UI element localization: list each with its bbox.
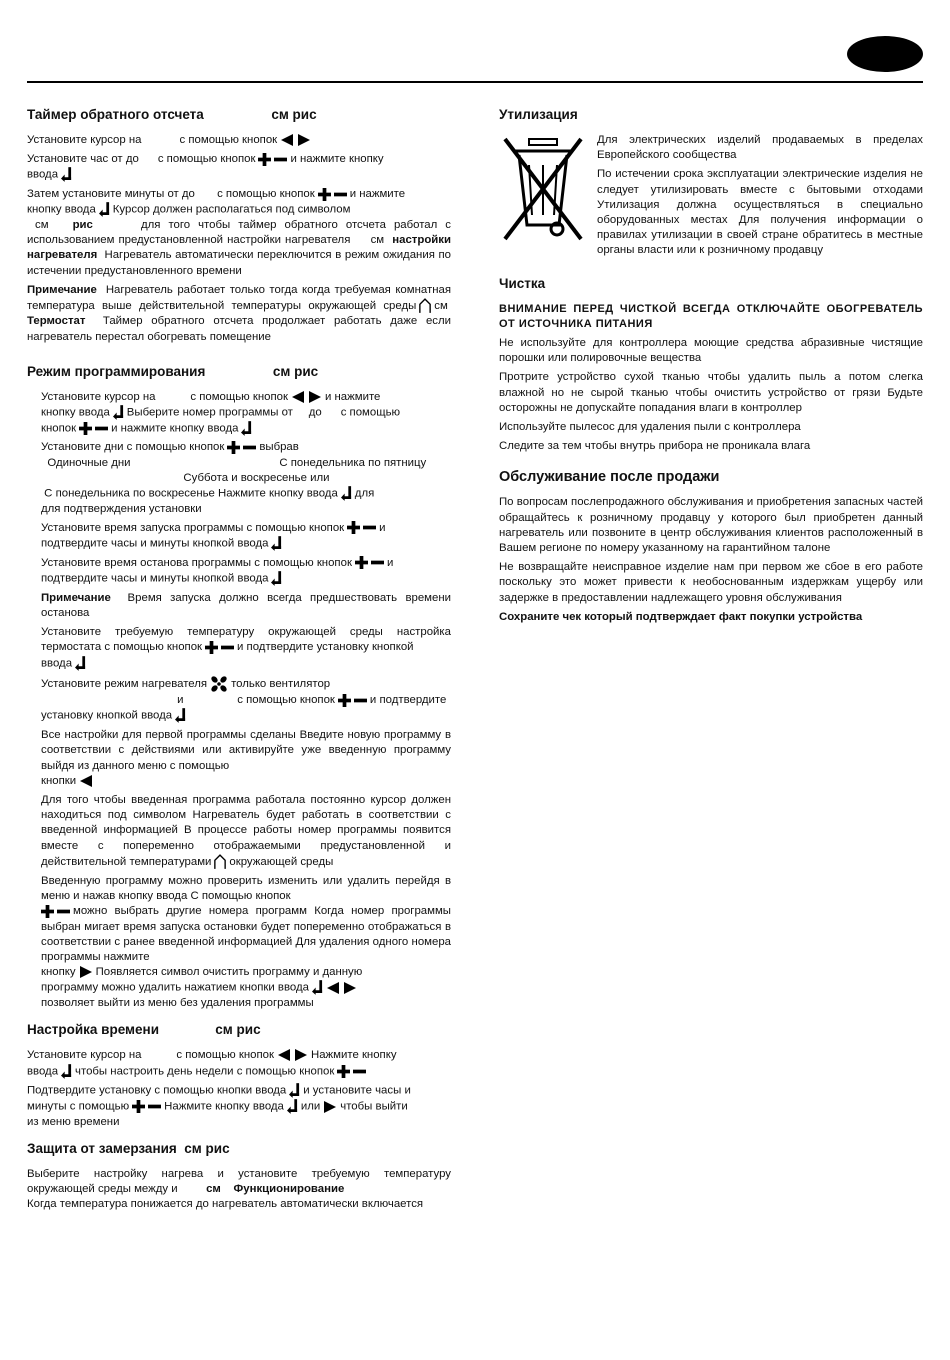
arrow-left-icon: [277, 1048, 291, 1062]
prog-note: Примечание Время запуска должно всегда предшествовать времени останова: [41, 591, 451, 619]
house-icon: [419, 298, 431, 314]
frost-heading: Защита от замерзания см рис: [27, 1140, 230, 1156]
plus-icon: [41, 905, 54, 918]
timer-p2: Установите час от до с помощью кнопок и нажмите кнопку ввода: [27, 153, 384, 181]
time-p2: Подтвердите установку с помощью кнопки ввода и установите часы и минуты с помощью Нажмите кнопку ввода или чтобы выйти из меню времени: [27, 1084, 411, 1128]
header-rule: [27, 81, 923, 83]
service-p1: По вопросам послепродажного обслуживания и приобретения запасных частей обращайтесь к розничному продавцу у которого был приобретен данный нагреватель или позвоните в центр обслуживания клиентов расположенный в Вашем регионе по номеру указанному на гарантийном талоне: [499, 496, 923, 555]
enter-icon: [271, 571, 282, 586]
crossed-bin-icon: [499, 133, 587, 245]
plus-icon: [338, 694, 351, 707]
enter-icon: [289, 1083, 300, 1098]
prog-step8: Для того чтобы введенная программа работала постоянно курсор должен находиться под символом Нагреватель будет работать в соответствии с введенной информацией В процессе работы номер программы появится вместе с попеременно отображаемыми предустановленной и действительной температурами окружающей среды: [41, 794, 451, 868]
minus-icon: [354, 694, 367, 707]
enter-icon: [312, 980, 323, 995]
page-tab-oval: [847, 36, 923, 72]
plus-icon: [258, 153, 271, 166]
frost-p1: Выберите настройку нагрева и установите требуемую температуру окружающей среды между и см Функционирование Когда температура понижается до нагреватель автоматически включается: [27, 1167, 451, 1211]
plus-icon: [205, 641, 218, 654]
arrow-right-icon: [343, 981, 357, 995]
service-p3: Сохраните чек который подтверждает факт покупки устройства: [499, 610, 863, 623]
minus-icon: [371, 556, 384, 569]
enter-icon: [271, 536, 282, 551]
plus-icon: [318, 188, 331, 201]
prog-step3: Установите время запуска программы с помощью кнопок и подтвердите часы и минуты кнопкой ввода: [41, 521, 386, 550]
enter-icon: [61, 167, 72, 182]
minus-icon: [363, 521, 376, 534]
cleaning-p2: Протрите устройство сухой тканью чтобы удалить пыль а потом слегка влажной но не сырой тканью чтобы очистить устройство от грязи Будьте осторожны не допускайте попадания влаги в контроллер: [499, 371, 923, 414]
fan-icon: [210, 675, 228, 693]
plus-icon: [337, 1065, 350, 1078]
cleaning-p1: Не используйте для контроллера моющие средства абразивные чистящие порошки или полировочные вещества: [499, 337, 923, 365]
minus-icon: [274, 153, 287, 166]
minus-icon: [95, 422, 108, 435]
arrow-right-icon: [294, 1048, 308, 1062]
timer-note: Примечание Нагреватель работает только тогда когда требуемая комнатная температура выше действительной температуры окружающей среды см Термостат Таймер обратного отсчета продолжает работать даже если нагреватель перестал обогревать помещение: [27, 283, 451, 343]
enter-icon: [287, 1099, 298, 1114]
plus-icon: [132, 1100, 145, 1113]
arrow-right-icon: [308, 390, 322, 404]
arrow-left-icon: [326, 981, 340, 995]
time-heading: Настройка времени см рис: [27, 1022, 261, 1038]
cleaning-p3: Используйте пылесос для удаления пыли с контроллера: [499, 421, 801, 434]
timer-p3: Затем установите минуты от до с помощью кнопок и нажмите кнопку ввода Курсор должен располагаться под символом см рис для того чтобы таймер обратного отсчета работал с использованием предустановленной настройки нагревателя см настройки нагревателя Нагреватель автоматически переключится в режим ожидания по истечении предустановленного времени: [27, 188, 451, 277]
right-column: [499, 106, 923, 629]
time-p1: Установите курсор на с помощью кнопок Нажмите кнопку ввода чтобы настроить день недели с помощью кнопок: [27, 1049, 397, 1078]
prog-step9: Введенную программу можно проверить изменить или удалить перейдя в меню и нажав кнопку ввода С помощью кнопок можно выбрать другие номера программ Когда номер программы выбран мигает время запуска остановки будет попеременно отображаться в соответствии с ранее введенной информацией Для удаления одного номера программы нажмите кнопку Появляется символ очистить программу и данную программу можно удалить нажатием кнопки ввода позволяет выйти из меню без удаления программы: [41, 875, 451, 1010]
minus-icon: [334, 188, 347, 201]
service-heading: Обслуживание после продажи: [499, 469, 720, 486]
enter-icon: [175, 708, 186, 723]
cleaning-p4: Следите за тем чтобы внутрь прибора не проникала влага: [499, 440, 811, 453]
plus-icon: [227, 441, 240, 454]
enter-icon: [99, 202, 110, 217]
prog-step2: Установите дни с помощью кнопок выбрав Одиночные дни С понедельника по пятницу Суббота и воскресенье или С понедельника по воскресенье Нажмите кнопку ввода для для подтверждения установки: [41, 441, 427, 515]
arrow-left-icon: [280, 133, 294, 147]
arrow-right-icon: [297, 133, 311, 147]
minus-icon: [221, 641, 234, 654]
enter-icon: [113, 405, 124, 420]
disposal-heading: Утилизация: [499, 107, 578, 122]
minus-icon: [148, 1100, 161, 1113]
house-icon: [214, 854, 226, 870]
plus-icon: [355, 556, 368, 569]
timer-heading: Таймер обратного отсчета см рис: [27, 107, 317, 122]
enter-icon: [75, 656, 86, 671]
prog-step1: Установите курсор на с помощью кнопок и нажмите кнопку ввода Выберите номер программы от до с помощью кнопок и нажмите кнопку ввода: [41, 390, 401, 435]
minus-icon: [57, 905, 70, 918]
cleaning-warning: ВНИМАНИЕ ПЕРЕД ЧИСТКОЙ ВСЕГДА ОТКЛЮЧАЙТЕ ОБОГРЕВАТЕЛЬ ОТ ИСТОЧНИКА ПИТАНИЯ: [499, 302, 923, 330]
disposal-p1: Для электрических изделий продаваемых в пределах Европейского сообщества: [597, 134, 923, 162]
prog-step6: Установите режим нагревателя только вентилятор и с помощью кнопок и подтвердите установку кнопкой ввода: [41, 675, 451, 724]
cleaning-heading: Чистка: [499, 275, 546, 291]
arrow-left-icon: [79, 774, 93, 788]
prog-step4: Установите время останова программы с помощью кнопок и подтвердите часы и минуты кнопкой ввода: [41, 556, 394, 585]
enter-icon: [341, 486, 352, 501]
arrow-left-icon: [291, 390, 305, 404]
disposal-p2: По истечении срока эксплуатации электрические изделия не следует утилизировать вместе с бытовыми отходами Утилизация должна осуществляться в специально оборудованных местах Для получения информации о правилах утилизации в своей стране обратитесь в местные органы власти или к розничному продавцу: [597, 168, 923, 257]
enter-icon: [241, 421, 252, 436]
prog-heading: Режим программирования см рис: [27, 363, 319, 379]
minus-icon: [243, 441, 256, 454]
left-column: [27, 106, 451, 1217]
enter-icon: [61, 1064, 72, 1079]
plus-icon: [347, 521, 360, 534]
timer-p1: Установите курсор на с помощью кнопок: [27, 133, 451, 148]
arrow-right-icon: [79, 965, 93, 979]
arrow-right-icon: [323, 1100, 337, 1114]
service-p2: Не возвращайте неисправное изделие нам при первом же сбое в его работе поскольку это может привести к необоснованным издержкам ущербу или задержке в предоставлении надлежащего уровня обслуживания: [499, 561, 923, 604]
plus-icon: [79, 422, 92, 435]
prog-step7: Все настройки для первой программы сделаны Введите новую программу в соответствии с действиями или активируйте уже введенную программу выйдя из данного меню с помощью кнопки: [41, 729, 451, 787]
minus-icon: [353, 1065, 366, 1078]
prog-step5: Установите требуемую температуру окружающей среды настройка термостата с помощью кнопок и подтвердите установку кнопкой ввода: [41, 626, 451, 670]
